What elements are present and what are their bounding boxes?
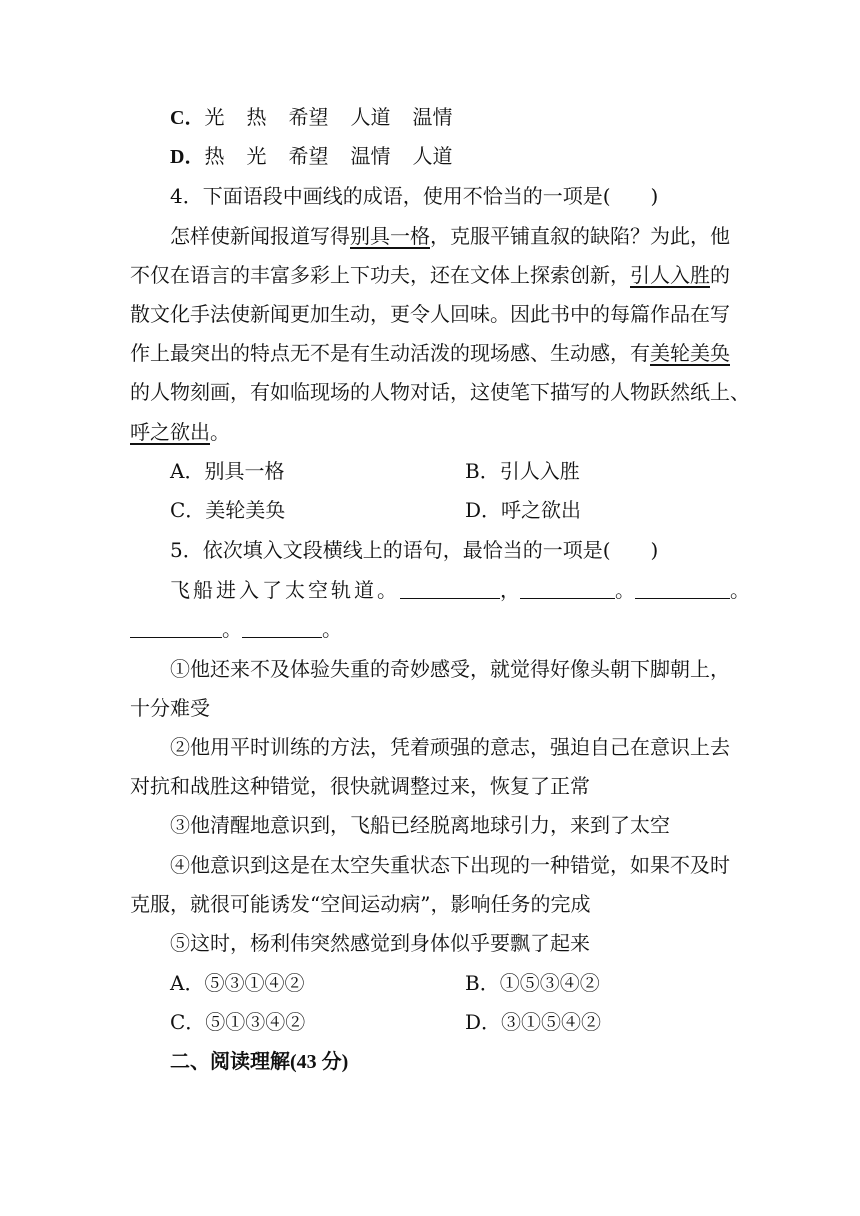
underlined-idiom: 引人入胜 bbox=[630, 263, 710, 287]
blank-line bbox=[635, 580, 730, 599]
passage-text: 。 bbox=[210, 420, 230, 444]
q5-sentence-1a: ①他还来不及体验失重的奇妙感受，就觉得好像头朝下脚朝上， bbox=[170, 657, 730, 681]
q5-sentence-4b: 克服，就很可能诱发“空间运动病”，影响任务的完成 bbox=[130, 892, 591, 916]
q3-option-c bbox=[170, 104, 730, 131]
q5-option-b: B．①⑤③④② bbox=[465, 971, 600, 995]
paren-close: ) bbox=[650, 538, 659, 562]
passage-text: 作上最突出的特点无不是有生动活泼的现场感、生动感，有 bbox=[130, 341, 650, 365]
q5-passage-line-1 bbox=[170, 577, 750, 603]
blank-line bbox=[400, 580, 500, 599]
q5-sentence-1b: 十分难受 bbox=[130, 696, 210, 720]
option-word: 光 bbox=[246, 144, 267, 168]
q4-option-d: D．呼之欲出 bbox=[465, 498, 582, 522]
option-word: 人道 bbox=[412, 144, 453, 168]
q5-passage-line-2 bbox=[130, 616, 730, 642]
underlined-idiom: 美轮美奂 bbox=[650, 341, 730, 365]
q5-option-c: C．⑤①③④② bbox=[170, 1010, 306, 1034]
q5-sentence-2b: 对抗和战胜这种错觉，很快就调整过来，恢复了正常 bbox=[130, 774, 590, 798]
q5-stem bbox=[170, 537, 730, 563]
q5-sentence-3: ③他清醒地意识到，飞船已经脱离地球引力，来到了太空 bbox=[170, 813, 670, 837]
option-word: 人道 bbox=[350, 105, 391, 129]
q5-sentence-5: ⑤这时，杨利伟突然感觉到身体似乎要飘了起来 bbox=[170, 931, 590, 955]
punctuation: 。 bbox=[615, 578, 635, 602]
passage-text: 怎样使新闻报道写得 bbox=[170, 224, 350, 248]
question-text: 5．依次填入文段横线上的语句，最恰当的一项是( bbox=[170, 538, 611, 562]
q4-passage-line-6 bbox=[130, 419, 730, 445]
q5-option-d: D．③①⑤④② bbox=[465, 1010, 602, 1034]
q4-passage-line-1 bbox=[170, 223, 730, 249]
q4-passage-line-3: 散文化手法使新闻更加生动，更令人回味。因此书中的每篇作品在写 bbox=[130, 302, 730, 326]
option-word: 希望 bbox=[288, 144, 329, 168]
q4-passage-line-2 bbox=[130, 262, 730, 288]
option-a: A．别具一格 bbox=[170, 459, 285, 483]
blank-line bbox=[130, 619, 222, 638]
q3-option-d bbox=[170, 143, 730, 170]
option-word: 温情 bbox=[412, 105, 453, 129]
q5-sentence-4a: ④他意识到这是在太空失重状态下出现的一种错觉，如果不及时 bbox=[170, 853, 730, 877]
q5-sentence-2a: ②他用平时训练的方法，凭着顽强的意志，强迫自己在意识上去 bbox=[170, 735, 730, 759]
underlined-idiom: 别具一格 bbox=[350, 224, 430, 248]
q4-option-b: B．引人入胜 bbox=[465, 459, 580, 483]
option-word: 热 bbox=[204, 144, 225, 168]
punctuation: ， bbox=[500, 578, 520, 602]
q4-stem bbox=[170, 183, 730, 209]
underlined-idiom: 呼之欲出 bbox=[130, 420, 210, 444]
option-word: 温情 bbox=[350, 144, 391, 168]
option-letter: D． bbox=[170, 146, 205, 168]
blank-line bbox=[520, 580, 615, 599]
q4-option-c: C．美轮美奂 bbox=[170, 498, 286, 522]
passage-text: 飞船进入了太空轨道。 bbox=[170, 578, 400, 602]
q4-passage-line-4 bbox=[130, 340, 730, 366]
q5-option-a: A．⑤③①④② bbox=[170, 971, 305, 995]
option-word: 希望 bbox=[288, 105, 329, 129]
q4-passage-line-5: 的人物刻画，有如临现场的人物对话，这使笔下描写的人物跃然纸上、 bbox=[130, 380, 750, 404]
option-letter: C． bbox=[170, 107, 205, 129]
option-word: 光 bbox=[204, 105, 225, 129]
paren-close: ) bbox=[650, 184, 659, 208]
section-heading: 二、阅读理解(43 分) bbox=[170, 1051, 349, 1073]
passage-text: 的 bbox=[710, 263, 730, 287]
passage-text: ，克服平铺直叙的缺陷？为此，他 bbox=[430, 224, 730, 248]
passage-text: 不仅在语言的丰富多彩上下功夫，还在文体上探索创新， bbox=[130, 263, 630, 287]
punctuation: 。 bbox=[730, 578, 750, 602]
punctuation: 。 bbox=[222, 617, 242, 641]
blank-line bbox=[242, 619, 322, 638]
option-word: 热 bbox=[246, 105, 267, 129]
punctuation: 。 bbox=[322, 617, 342, 641]
question-text: 4．下面语段中画线的成语，使用不恰当的一项是( bbox=[170, 184, 611, 208]
